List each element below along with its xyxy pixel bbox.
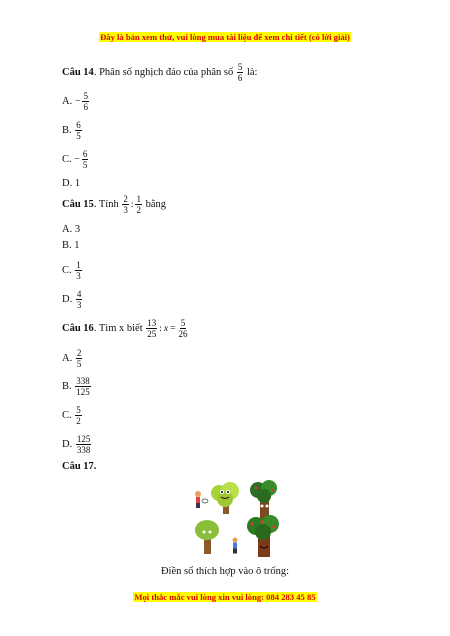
- q15-option-b: B. 1: [62, 240, 80, 251]
- question-text: . Phân số nghịch đảo của phân số: [93, 66, 234, 78]
- q14-option-c: C. − $\frac{6}{5}$: [62, 149, 88, 170]
- round-tree-icon: [195, 520, 219, 554]
- q14-option-d: D. 1: [62, 178, 81, 189]
- question-label: Câu 16: [62, 322, 94, 334]
- q17-instruction: Điền số thích hợp vào ô trống:: [160, 566, 290, 577]
- footer-notice: Mọi thắc mắc vui lòng xin vui lòng: 084 283 45 85: [134, 592, 316, 602]
- question-15: Câu 15. Tính $\frac{2}{3}$ : $\frac{1}{2}$ bằng: [62, 194, 167, 215]
- q15-option-a: A. 3: [62, 224, 81, 235]
- question-label: Câu 15: [62, 198, 94, 210]
- q16-option-b: B. $\frac{338}{125}$: [62, 376, 90, 397]
- q15-option-d: D. $\frac{4}{3}$: [62, 289, 82, 310]
- q16-option-d: D. $\frac{125}{338}$: [62, 434, 91, 455]
- fraction: $\frac{5}{6}$: [237, 62, 243, 83]
- q16-option-c: C. $\frac{5}{2}$: [62, 405, 81, 426]
- q14-option-b: B. $\frac{6}{5}$: [62, 120, 81, 141]
- question-label: Câu 14: [62, 66, 94, 78]
- green-tree-smiling-icon: [211, 482, 239, 514]
- dark-tree-icon: [250, 480, 277, 520]
- header-notice: Đây là bản xem thử, vui lòng mua tài liệu để xem chi tiết (có lời giải): [100, 32, 350, 42]
- child-figure-icon: [195, 491, 208, 508]
- person-figure-icon: [233, 538, 238, 554]
- question-17: Câu 17.: [62, 461, 97, 472]
- trees-illustration: [190, 480, 295, 560]
- q14-option-a: A. − $\frac{5}{6}$: [62, 91, 88, 112]
- apple-tree-icon: [247, 515, 279, 557]
- q16-option-a: A. $\frac{2}{5}$: [62, 348, 82, 369]
- question-16: Câu 16. Tìm x biết $\frac{13}{25}$ : x = $\frac{5}{26}$: [62, 318, 188, 339]
- question-text-after: là:: [246, 66, 258, 78]
- question-14: [62, 62, 257, 83]
- q15-option-c: C. $\frac{1}{3}$: [62, 260, 81, 281]
